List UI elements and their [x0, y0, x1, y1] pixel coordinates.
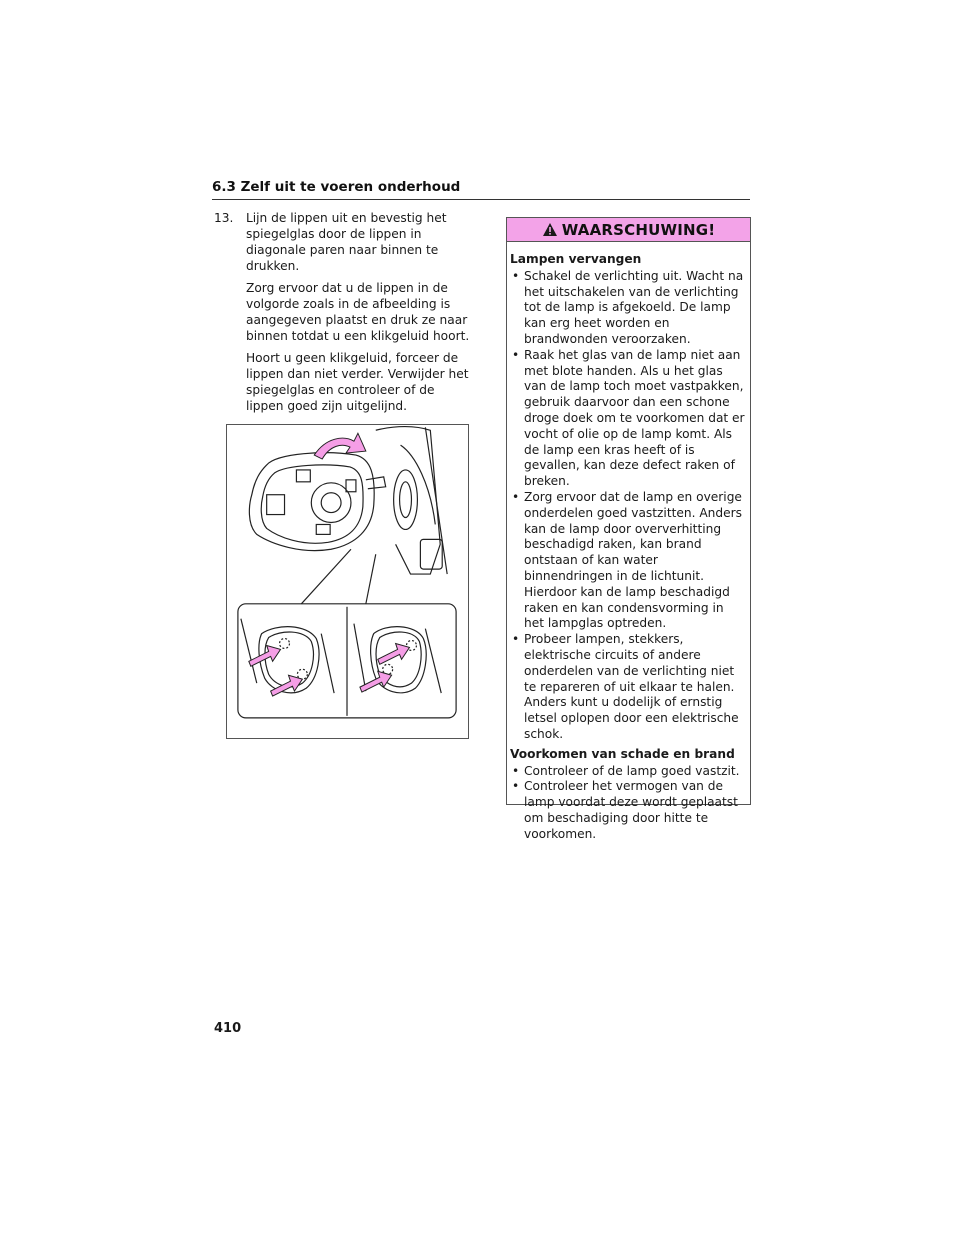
instruction-step	[214, 210, 470, 420]
warning-subheading: Lampen vervangen	[510, 252, 642, 266]
warning-item: • Raak het glas van de lamp niet aan met blote handen. Als u het glas van de lamp toch moet vastpakken, gebruik daarvoor dan een schone droge doek om te voorkomen dat er vocht of olie op de lamp komt. Als de lamp een kras heeft of is gevallen, kan deze defect raken of breken.	[510, 348, 746, 490]
warning-item: • Controleer het vermogen van de lamp voordat deze wordt geplaatst om beschadiging door hitte te voorkomen.	[510, 779, 746, 842]
warning-item: • Probeer lampen, stekkers, elektrische circuits of andere onderdelen van de verlichting niet te repareren of uit elkaar te halen. Anders kunt u dodelijk of ernstig letsel oplopen door een elektrische schok.	[510, 632, 746, 743]
warning-triangle-icon	[542, 222, 558, 237]
warning-item: • Zorg ervoor dat de lamp en overige onderdelen goed vastzitten. Anders kan de lamp door oververhitting beschadigd raken, kan brand ontstaan of kan water binnendringen in de lichtunit. Hierdoor kan de lamp beschadigd raken en kan condensvorming in het lampglas optreden.	[510, 490, 746, 632]
page-number: 410	[214, 1021, 242, 1036]
warning-item: • Controleer of de lamp goed vastzit.	[510, 764, 746, 780]
section-header: 6.3 Zelf uit te voeren onderhoud	[212, 179, 461, 195]
pink-arrows	[249, 433, 410, 696]
warning-header	[507, 218, 750, 242]
step-paragraph: Zorg ervoor dat u de lippen in de volgorde zoals in de afbeelding is aangegeven plaatst en druk ze naar binnen totdat u een klikgeluid hoort.	[246, 281, 470, 343]
mirror-glass-illustration	[226, 424, 469, 739]
warning-title: WAARSCHUWING!	[561, 220, 716, 239]
warning-list	[510, 764, 746, 843]
warning-subheading: Voorkomen van schade en brand	[510, 746, 735, 761]
step-paragraph: Lijn de lippen uit en bevestig het spiegelglas door de lippen in diagonale paren naar binnen te drukken.	[246, 211, 447, 273]
warning-list	[510, 269, 746, 743]
mirror-diagram	[227, 425, 468, 738]
step-number: 13.	[214, 211, 234, 225]
header-divider	[212, 199, 750, 200]
warning-item: • Schakel de verlichting uit. Wacht na het uitschakelen van de verlichting tot de lamp is afgekoeld. De lamp kan erg heet worden en brandwonden veroorzaken.	[510, 269, 746, 348]
step-paragraph: Hoort u geen klikgeluid, forceer de lippen dan niet verder. Verwijder het spiegelglas en controleer of de lippen goed zijn uitgelijnd.	[246, 351, 469, 413]
warning-box	[506, 217, 751, 841]
